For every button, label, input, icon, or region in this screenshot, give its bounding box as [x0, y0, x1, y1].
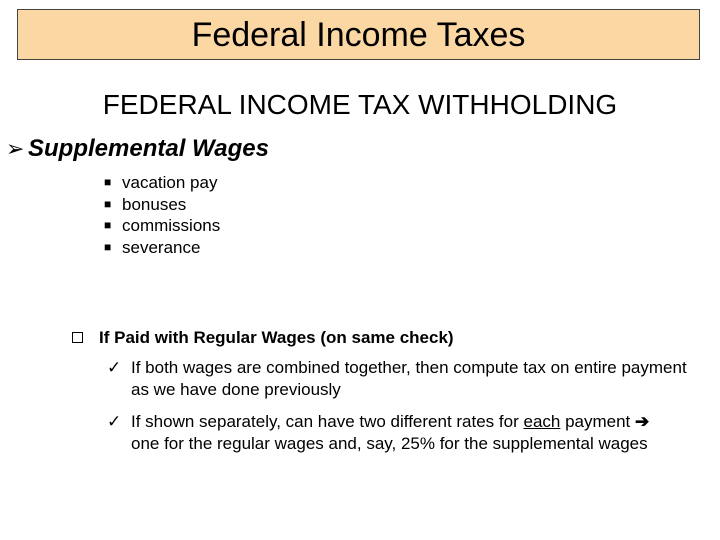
square-bullet-icon: ■ — [104, 218, 112, 232]
point-text: If both wages are combined together, then compute tax on entire payment as we have done previously — [131, 358, 687, 399]
list-item: ■ vacation pay — [104, 173, 218, 192]
subsection-title: If Paid with Regular Wages (on same check) — [99, 328, 454, 347]
list-item: ■ commissions — [104, 216, 221, 235]
check-point-separate — [107, 411, 691, 455]
square-bullet-icon: ■ — [104, 239, 112, 254]
arrow-bullet-icon: ➢ — [6, 136, 25, 161]
slide-title: Federal Income Taxes — [191, 15, 526, 54]
right-arrow-icon: ➔ — [635, 412, 650, 431]
check-point-combined — [107, 357, 691, 401]
section-title: Supplemental Wages — [28, 135, 269, 162]
subsection-header — [72, 327, 454, 348]
supplemental-wages-list — [104, 172, 220, 258]
checkbox-bullet-icon — [72, 332, 83, 343]
square-bullet-icon: ■ — [104, 175, 112, 189]
square-bullet-icon: ■ — [104, 196, 112, 211]
section-header — [6, 134, 269, 164]
point-text: If shown separately, can have two different rates for each payment ➔ one for the regular wages and, say, 25% for the supplemental wages — [131, 412, 650, 453]
checkmark-icon: ✓ — [107, 358, 122, 377]
title-banner — [17, 9, 700, 60]
list-item: ■ bonuses — [104, 194, 187, 214]
checkmark-icon: ✓ — [107, 412, 122, 431]
list-item: ■ severance — [104, 237, 201, 257]
main-heading: FEDERAL INCOME TAX WITHHOLDING — [102, 89, 618, 120]
emphasis-each: each — [523, 412, 561, 431]
